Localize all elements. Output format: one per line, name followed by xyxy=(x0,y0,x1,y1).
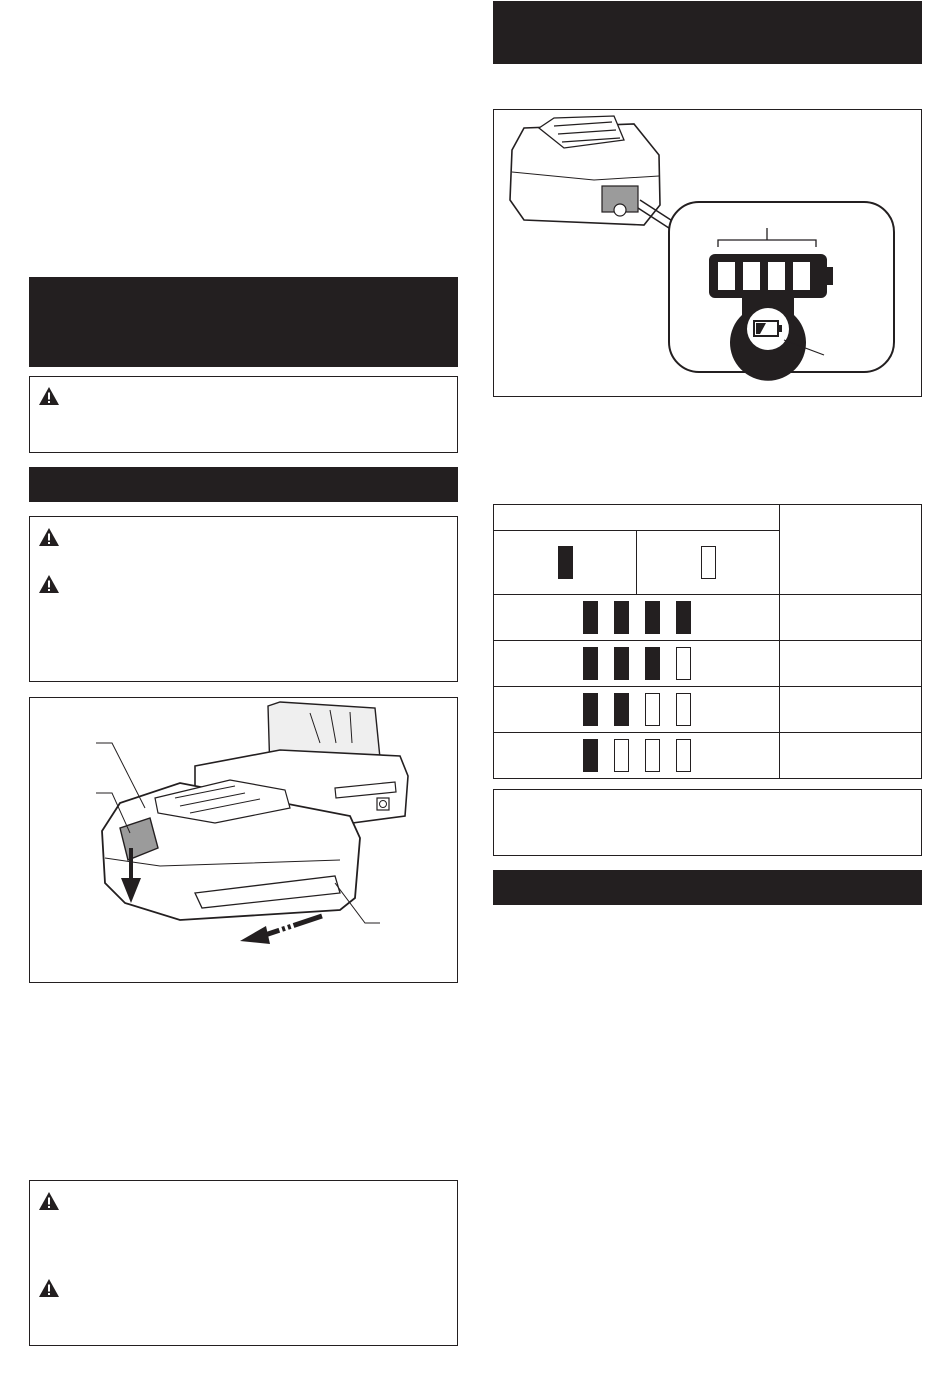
indicator-lamps-table xyxy=(493,504,922,779)
caution-notice-box xyxy=(29,516,458,682)
lamp-off-icon xyxy=(645,739,660,772)
legend-off-cell xyxy=(637,531,780,595)
table-row xyxy=(494,595,922,641)
warning-notice-box xyxy=(29,1180,458,1346)
lamp-on-icon xyxy=(583,739,598,772)
warning-notice-box xyxy=(29,376,458,453)
warning-triangle-icon xyxy=(38,386,60,406)
lamp-off-icon xyxy=(676,647,691,680)
subsection-heading-bar xyxy=(493,870,922,905)
warning-triangle-icon xyxy=(38,574,60,594)
table-header-remaining xyxy=(780,505,922,595)
lamp-off-icon xyxy=(614,739,629,772)
lamp-off-icon xyxy=(701,546,716,579)
warning-triangle-icon xyxy=(38,1191,60,1211)
note-box xyxy=(493,789,922,856)
lamp-off-icon xyxy=(676,693,691,726)
lamp-on-icon xyxy=(583,647,598,680)
tool-battery-illustration xyxy=(30,698,457,982)
lamp-on-icon xyxy=(583,601,598,634)
lamp-on-icon xyxy=(614,601,629,634)
section-heading-bar xyxy=(493,1,922,64)
remaining-cell xyxy=(780,687,922,733)
lamp-group xyxy=(494,595,780,641)
lamp-group xyxy=(494,687,780,733)
table-row xyxy=(494,687,922,733)
battery-indicator-figure xyxy=(493,109,922,397)
remaining-cell xyxy=(780,733,922,779)
lamp-on-icon xyxy=(614,647,629,680)
battery-led-callout xyxy=(494,110,921,396)
battery-removal-figure xyxy=(29,697,458,983)
subsection-heading-bar xyxy=(29,467,458,502)
lamp-on-icon xyxy=(558,546,573,579)
lamp-group xyxy=(494,641,780,687)
lamp-on-icon xyxy=(645,647,660,680)
lamp-on-icon xyxy=(614,693,629,726)
remaining-cell xyxy=(780,641,922,687)
table-header-indicator xyxy=(494,505,780,531)
table-row xyxy=(494,641,922,687)
lamp-on-icon xyxy=(676,601,691,634)
battery-symbol-icon xyxy=(754,321,782,336)
lamp-off-icon xyxy=(676,739,691,772)
lamp-on-icon xyxy=(645,601,660,634)
section-heading-bar xyxy=(29,277,458,367)
legend-lighted-cell xyxy=(494,531,637,595)
lamp-on-icon xyxy=(583,693,598,726)
lamp-off-icon xyxy=(645,693,660,726)
lamp-group xyxy=(494,733,780,779)
remaining-cell xyxy=(780,595,922,641)
table-row xyxy=(494,733,922,779)
warning-triangle-icon xyxy=(38,527,60,547)
warning-triangle-icon xyxy=(38,1278,60,1298)
